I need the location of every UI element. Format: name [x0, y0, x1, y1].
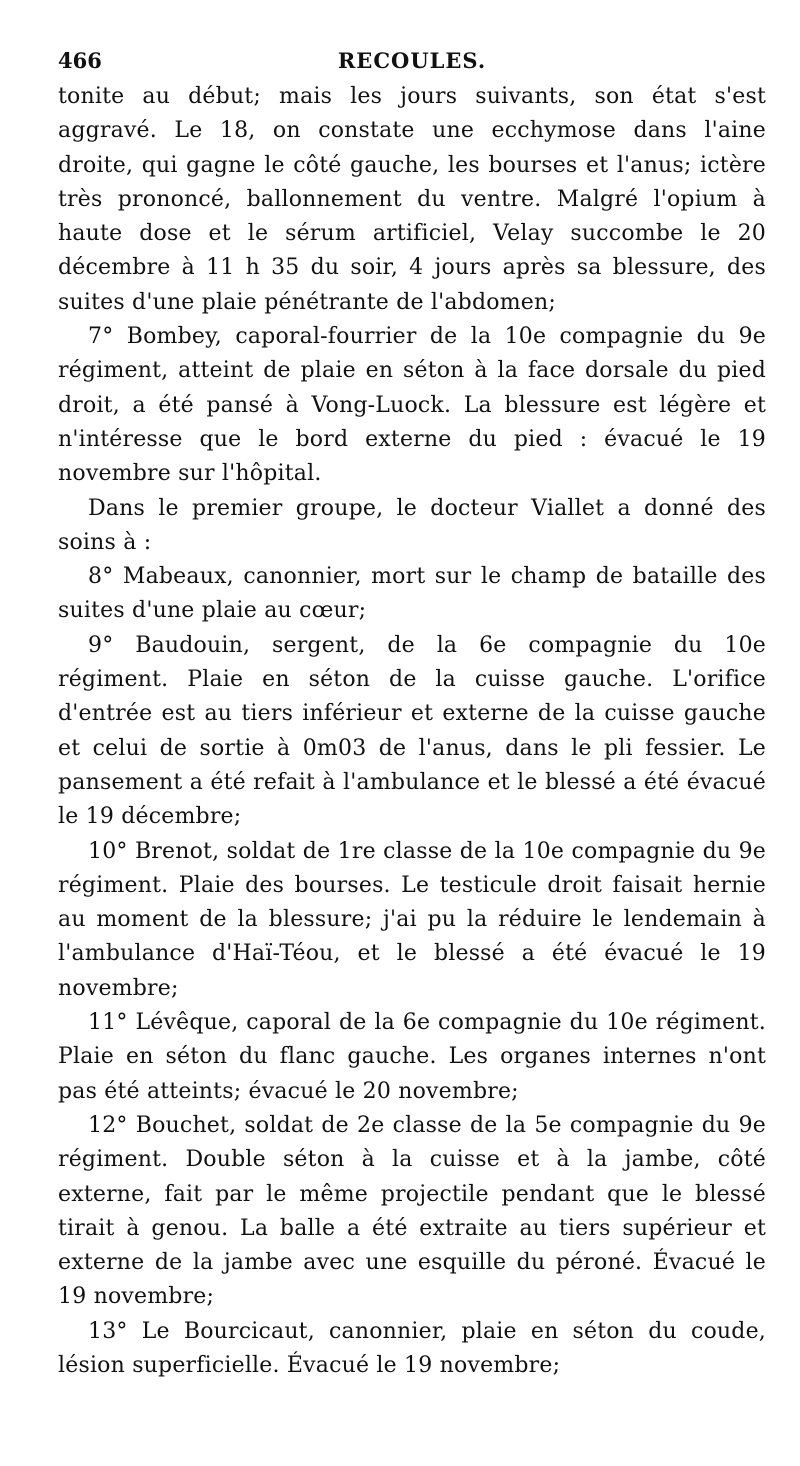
paragraph-case-12: 12° Bouchet, soldat de 2e classe de la 5e compagnie du 9e régiment. Double séton à la cuisse et à la jambe, côté externe, fait par le même projectile pendant que le blessé tirait à genou. La balle a été extraite au tiers supérieur et externe de la jambe avec une esquille du péroné. Évacué le 19 novembre; — [58, 1112, 766, 1310]
paragraph-case-8: 8° Mabeaux, canonnier, mort sur le champ de bataille des suites d'une plaie au cœur; — [58, 564, 766, 624]
paragraph-case-7: 7° Bombey, caporal-fourrier de la 10e compagnie du 9e régiment, atteint de plaie en séton à la face dorsale du pied droit, a été pansé à Vong-Luock. La blessure est légère et n'intéresse que le bord externe du pied : évacué le 19 novembre sur l'hôpital. — [58, 324, 766, 487]
paragraph-case-9: 9° Baudouin, sergent, de la 6e compagnie du 10e régiment. Plaie en séton de la cuisse gauche. L'orifice d'entrée est au tiers inférieur et externe de la cuisse gauche et celui de sortie à 0m03 de l'anus, dans le pli fessier. Le pansement a été refait à l'ambulance et le blessé a été évacué le 19 décembre; — [58, 632, 766, 830]
paragraph-continuation: tonite au début; mais les jours suivants, son état s'est aggravé. Le 18, on constate une ecchymose dans l'aine droite, qui gagne le côté gauche, les bourses et l'anus; ictère très prononcé, ballonnement du ventre. Malgré l'opium à haute dose et le sérum artificiel, Velay succombe le 20 décembre à 11 h 35 du soir, 4 jours après sa blessure, des suites d'une plaie pénétrante de l'abdomen; — [58, 84, 766, 315]
page-number: 466 — [58, 48, 102, 73]
paragraph-case-13: 13° Le Bourcicaut, canonnier, plaie en séton du coude, lésion superficielle. Évacué le 19 novembre; — [58, 1318, 766, 1378]
paragraph-case-11: 11° Lévêque, caporal de la 6e compagnie du 10e régiment. Plaie en séton du flanc gauche. Les organes internes n'ont pas été atteints; évacué le 20 novembre; — [58, 1010, 766, 1104]
paragraph-case-10: 10° Brenot, soldat de 1re classe de la 10e compagnie du 9e régiment. Plaie des bourses. Le testicule droit faisait hernie au moment de la blessure; j'ai pu la réduire le lendemain à l'ambulance d'Haï-Téou, et le blessé a été évacué le 19 novembre; — [58, 838, 766, 1001]
page-header — [58, 40, 766, 80]
paragraph-group-intro: Dans le premier groupe, le docteur Viallet a donné des soins à : — [58, 495, 766, 555]
body-text — [58, 80, 766, 1383]
running-head: RECOULES. — [337, 48, 487, 73]
book-page — [58, 40, 766, 1383]
